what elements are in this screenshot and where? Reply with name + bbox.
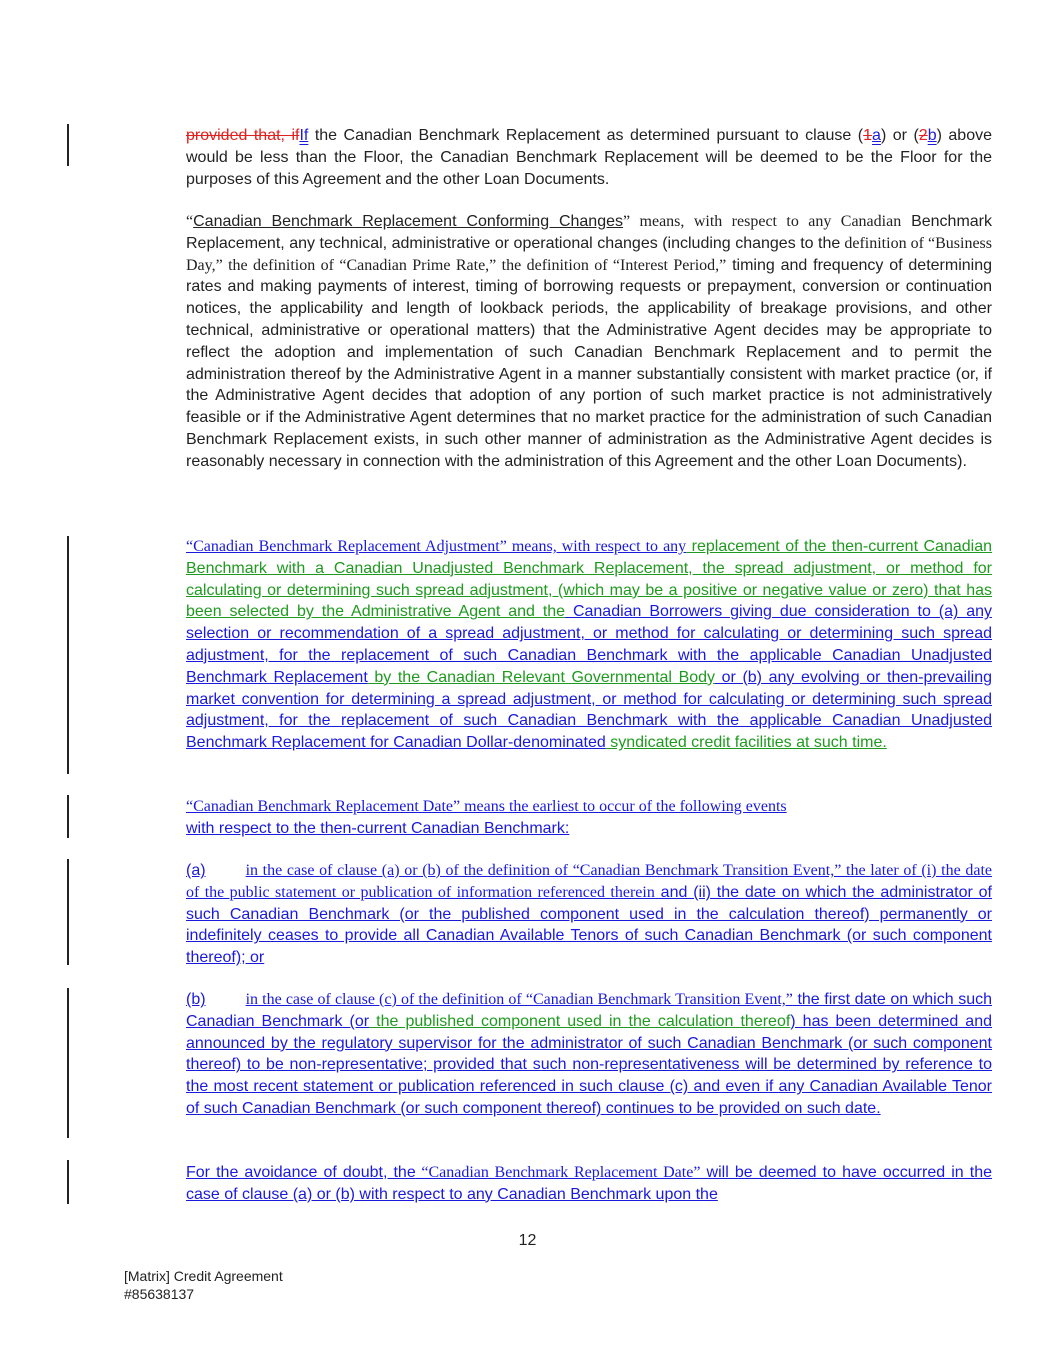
- clause-b: [124, 989, 992, 1120]
- body-text: ) above would be less than the Floor, the Canadian Benchmark Replacement will be deemed to be the Floor for the purposes of this Agreement and the other Loan Documents.: [186, 127, 992, 188]
- inserted-text: Canadian Borrowers giving due consideration to (a) any selection or recommendation of a spread adjustment, or method for calculating or determining such spread adjustment, for the replacement of such Canadian Benchmark with the applicable Canadian Unadjusted Benchmark Replacement: [186, 603, 992, 686]
- inserted-text: will be deemed to have occurred in the case of clause (a) or (b) with respect to any Canadian Benchmark upon the: [186, 1164, 993, 1203]
- definition-replacement-date: [124, 796, 992, 840]
- inserted-text: “Canadian Benchmark Replacement Date”: [415, 1164, 701, 1181]
- inserted-text: or (b) any evolving or then-prevailing market convention for determining a spread adjustment, or method for calculating or determining such spread adjustment, for the replacement of such Canadian Benchmark with the applicable Canadian Unadjusted Benchmark Replacement for Canadian Dollar-denominated: [186, 668, 993, 752]
- change-bar: [67, 124, 69, 166]
- inserted-text: “Canadian Benchmark Replacement Adjustment” means, with respect to any: [186, 538, 687, 555]
- avoidance-of-doubt: [124, 1162, 992, 1206]
- clause-label: (a): [186, 862, 206, 879]
- change-bar: [67, 536, 69, 774]
- body-text: definition of “Business Day,” the definition of “Canadian Prime Rate,” the definition of “Interest Period,”: [186, 234, 993, 274]
- definition-conforming-changes: [124, 211, 992, 473]
- moved-text: syndicated credit facilities at such time.: [605, 734, 887, 752]
- inserted-text: b: [927, 127, 937, 144]
- page-number: 12: [518, 1232, 537, 1249]
- change-bar: [67, 795, 69, 838]
- change-bar: [67, 1160, 69, 1204]
- body-text: ” means, with respect to any Canadian: [623, 213, 902, 230]
- inserted-text: ) has been determined and announced by the regulatory supervisor for the administrator of such Canadian Benchmark (or such component thereof) to be non-representative; provided that such non-representativeness will be determined by reference to the most recent statement or publication referenced in such clause (c) and even if any Canadian Available Tenor of such Canadian Benchmark (or such component thereof) continues to be provided on such date.: [186, 1012, 992, 1117]
- body-text: ) or (: [880, 127, 919, 144]
- footer: [124, 1267, 283, 1303]
- inserted-text: and (ii) the date on which the administrator of such Canadian Benchmark (or the published component used in the calculation thereof) permanently or indefinitely ceases to provide all Canadian Available Tenors of such Canadian Benchmark (or such component thereof); or: [186, 883, 992, 967]
- moved-text: (which may be a positive or negative value or zero) that has been selected by the Administrative Agent and the: [186, 581, 992, 621]
- deleted-text: 2: [918, 127, 928, 144]
- defined-term: Canadian Benchmark Replacement Conforming Changes: [193, 213, 624, 230]
- change-bar: [67, 988, 69, 1138]
- footer-title: [Matrix] Credit Agreement: [124, 1268, 283, 1284]
- open-quote: “: [186, 213, 194, 230]
- moved-text: the published component used in the calculation thereof: [369, 1012, 791, 1030]
- inserted-text: “Canadian Benchmark Replacement Date” means the earliest to occur of the following events: [186, 798, 787, 815]
- inserted-text: a: [872, 127, 881, 144]
- inserted-text: in the case of clause (c) of the definition of “Canadian Benchmark Transition Event,”: [245, 991, 793, 1008]
- body-text: the Canadian Benchmark Replacement as determined pursuant to clause (: [308, 127, 864, 144]
- footer-doc-id: #85638137: [124, 1286, 195, 1302]
- deleted-text: provided that, if: [186, 127, 300, 144]
- change-bar: [67, 859, 69, 965]
- inserted-text: the first date on which such Canadian Benchmark (or: [186, 991, 993, 1030]
- deleted-text: 1: [863, 127, 873, 144]
- body-text: timing and frequency of determining rates and making payments of interest, timing of borrowing requests or prepayment, conversion or continuation notices, the applicability and length of lookback periods, the applicability of breakage provisions, and other technical, administrative or operational matters) that the Administrative Agent decides may be appropriate to reflect the adoption and implementation of such Canadian Benchmark Replacement and to permit the administration thereof by the Administrative Agent in a manner substantially consistent with market practice (or, if the Administrative Agent decides that adoption of any portion of such market practice is not administratively feasible or if the Administrative Agent determines that no market practice for the administration of such Canadian Benchmark Replacement exists, in such other manner of administration as the Administrative Agent decides is reasonably necessary in connection with the administration of this Agreement and the other Loan Documents).: [186, 256, 993, 470]
- moved-text: by the Canadian Relevant Governmental Body: [367, 668, 716, 686]
- inserted-text: If: [299, 127, 309, 144]
- inserted-text: in the case of clause (a) or (b) of the definition of “Canadian Benchmark Transition Event,” the later of (i) the date of the public statement or publication of information referenced therein: [186, 862, 992, 901]
- paragraph-floor: [124, 125, 992, 190]
- body-text: Benchmark Replacement, any technical, administrative or operational changes (including changes to the: [186, 213, 993, 252]
- inserted-text: For the avoidance of doubt, the: [186, 1164, 416, 1181]
- moved-text: replacement of the then-current Canadian Benchmark with a Canadian Unadjusted Benchmark Replacement, the spread adjustment, or method for calculating or determining such spread adjustment,: [186, 538, 993, 599]
- clause-a: [124, 860, 992, 969]
- definition-replacement-adjustment: [124, 536, 992, 754]
- clause-label: (b): [186, 991, 206, 1008]
- inserted-text: with respect to the then-current Canadian Benchmark:: [186, 819, 570, 837]
